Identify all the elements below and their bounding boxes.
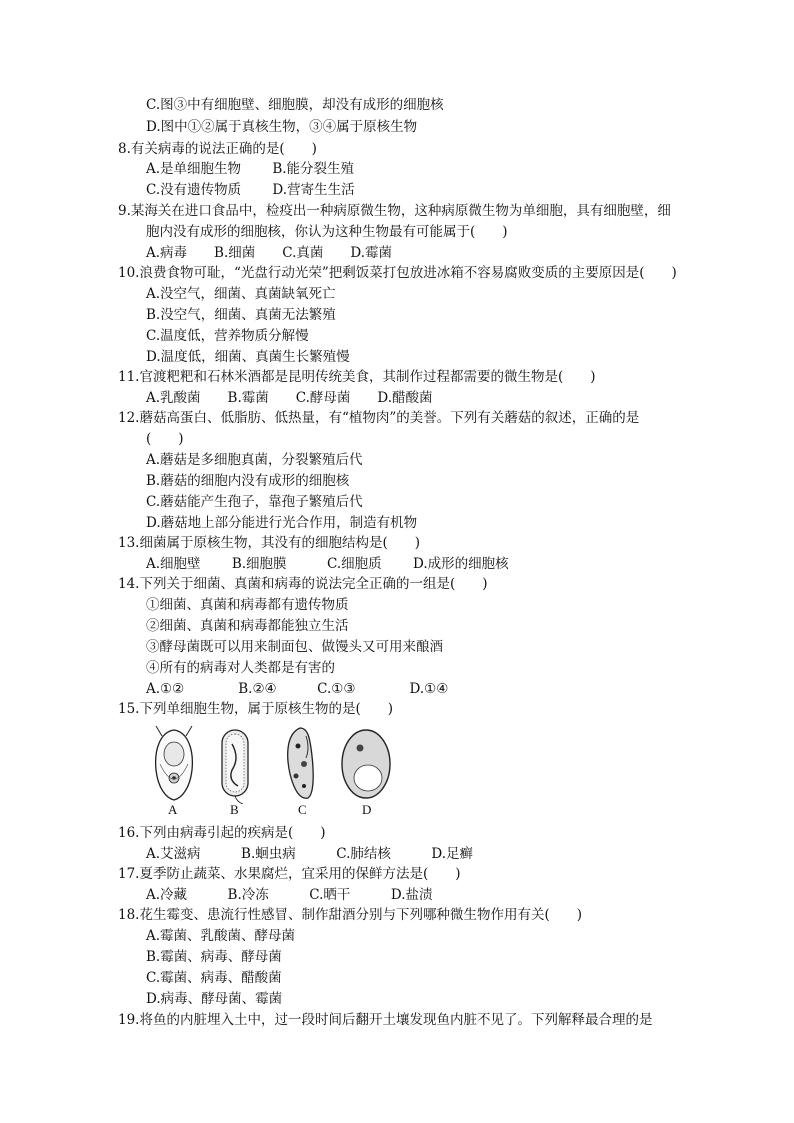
question-option: D.图中①②属于真核生物，③④属于原核生物 [146,119,418,135]
question-option: B.没空气，细菌、真菌无法繁殖 [146,307,336,323]
cells-illustration [140,724,400,804]
question-option: 胞内没有成形的细胞核，你认为这种生物最有可能属于( ) [146,224,508,240]
question-option: ④所有的病毒对人类都是有害的 [146,660,335,676]
question-stem: 19.将鱼的内脏埋入土中，过一段时间后翻开土壤发现鱼内脏不见了。下列解释最合理的是 [118,1012,653,1028]
cell-d-illustration [342,730,390,798]
question-stem: 18.花生霉变、患流行性感冒、制作甜酒分别与下列哪种微生物作用有关( ) [118,907,583,923]
question-stem: 9.某海关在进口食品中，检疫出一种病原微生物，这种病原微生物为单细胞，具有细胞壁，细 [118,203,671,219]
cell-label-c: C [298,802,307,817]
question-stem: 14.下列关于细菌、真菌和病毒的说法完全正确的一组是( ) [118,576,488,592]
question-option: A.霉菌、乳酸菌、酵母菌 [146,928,296,944]
question-option: ( ) [146,431,184,447]
question-option: B.蘑菇的细胞内没有成形的细胞核 [146,473,350,489]
question-option: A.蘑菇是多细胞真菌，分裂繁殖后代 [146,452,363,468]
question-option: B.霉菌、病毒、酵母菌 [146,949,282,965]
cell-b-illustration [222,730,248,804]
question-option: D.病毒、酵母菌、霉菌 [146,991,283,1007]
question-option: A.是单细胞生物 B.能分裂生殖 [146,161,355,177]
cell-label-a: A [168,802,178,817]
question-stem: 12.蘑菇高蛋白、低脂肪、低热量，有“植物肉”的美誉。下列有关蘑菇的叙述，正确的是 [118,410,640,426]
question-option: C.温度低，营养物质分解慢 [146,328,309,344]
question-option: A.艾滋病 B.蛔虫病 C.肺结核 D.足癣 [146,846,474,862]
question-stem: 16.下列由病毒引起的疾病是( ) [118,825,326,841]
cell-a-illustration [156,726,193,800]
question-option: C.图③中有细胞壁、细胞膜，却没有成形的细胞核 [146,97,444,113]
question-option: A.乳酸菌 B.霉菌 C.酵母菌 D.醋酸菌 [146,390,433,406]
question-option: D.温度低，细菌、真菌生长繁殖慢 [146,349,350,365]
question-option: A.没空气，细菌、真菌缺氧死亡 [146,286,336,302]
question-stem: 15.下列单细胞生物，属于原核生物的是( ) [118,701,394,717]
cell-c-illustration [288,728,313,798]
question-option: C.蘑菇能产生孢子，靠孢子繁殖后代 [146,494,363,510]
question-stem: 13.细菌属于原核生物，其没有的细胞结构是( ) [118,535,421,551]
question-stem: 17.夏季防止蔬菜、水果腐烂，宜采用的保鲜方法是( ) [118,866,461,882]
single-cell-organisms-figure [140,724,400,820]
cell-label-b: B [230,802,239,817]
question-option: ①细菌、真菌和病毒都有遗传物质 [146,597,349,613]
question-option: C.没有遗传物质 D.营寄生生活 [146,182,355,198]
question-stem: 11.官渡粑粑和石林米酒都是昆明传统美食，其制作过程都需要的微生物是( ) [118,369,596,385]
question-option: ③酵母菌既可以用来制面包、做馒头又可用来酿酒 [146,639,443,655]
cell-label-d: D [362,802,372,817]
question-option: A.细胞壁 B.细胞膜 C.细胞质 D.成形的细胞核 [146,556,509,572]
question-option: C.霉菌、病毒、醋酸菌 [146,970,282,986]
question-stem: 8.有关病毒的说法正确的是( ) [118,141,317,157]
question-option: D.蘑菇地上部分能进行光合作用，制造有机物 [146,515,418,531]
question-option: A.①② B.②④ C.①③ D.①④ [146,681,449,697]
question-option: A.病毒 B.细菌 C.真菌 D.霉菌 [146,245,393,261]
question-option: A.冷藏 B.冷冻 C.晒干 D.盐渍 [146,887,433,903]
question-option: ②细菌、真菌和病毒都能独立生活 [146,618,349,634]
question-stem: 10.浪费食物可耻，“光盘行动光荣”把剩饭菜打包放进冰箱不容易腐败变质的主要原因是( ) [118,265,677,281]
